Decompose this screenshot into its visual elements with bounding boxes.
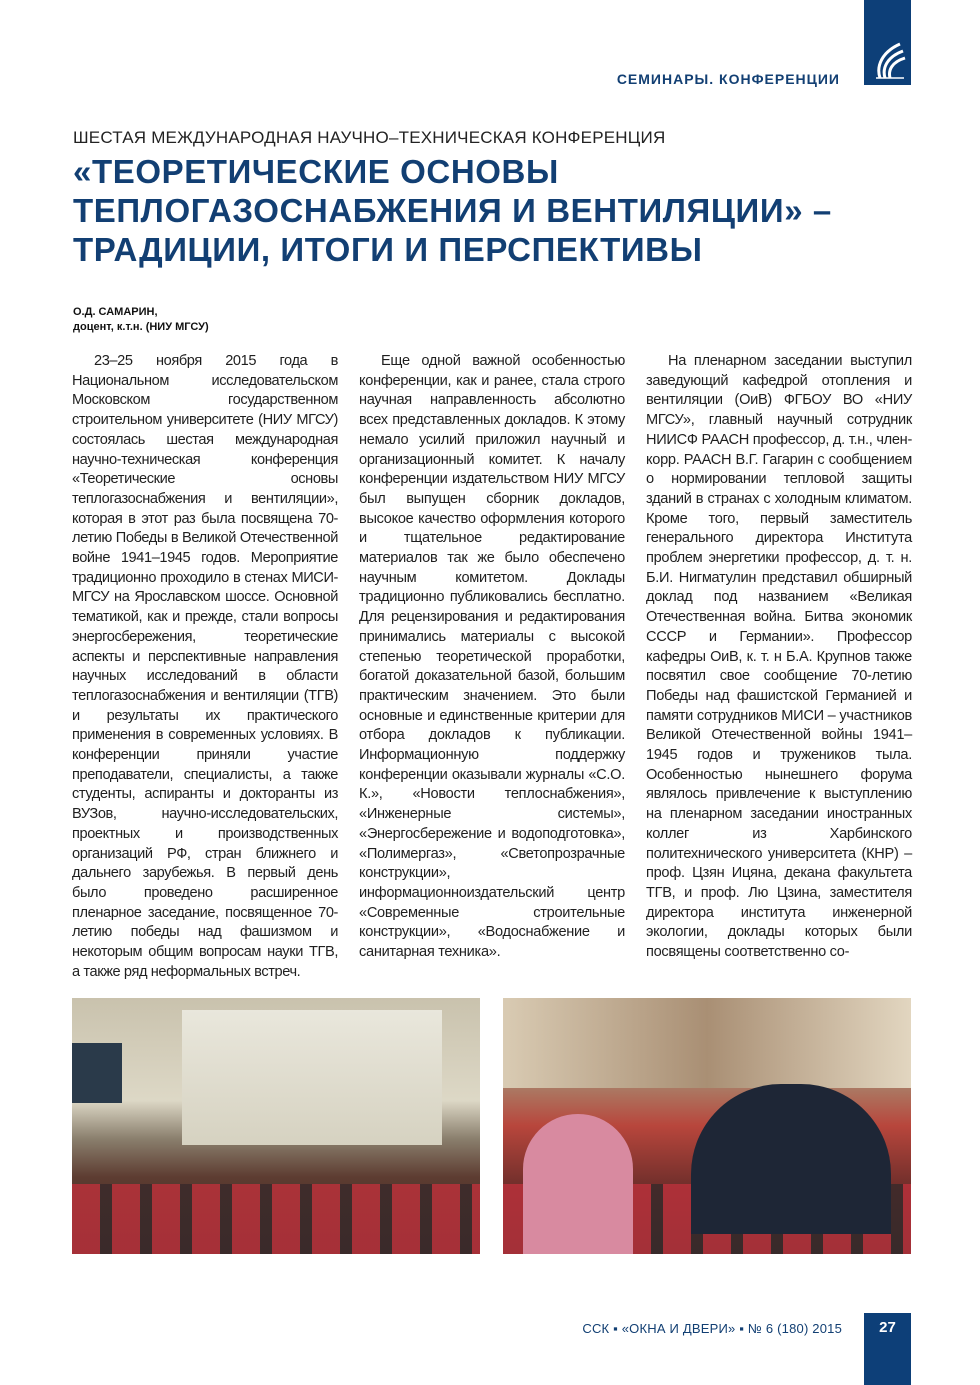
page-number: 27 bbox=[879, 1319, 896, 1336]
author-block bbox=[73, 305, 209, 335]
footer-journal: ССК ▪ «ОКНА И ДВЕРИ» ▪ № 6 (180) 2015 bbox=[582, 1321, 842, 1336]
journal-logo-icon bbox=[870, 38, 906, 80]
paragraph: 23–25 ноября 2015 года в Национальном исследовательском Московском государственном строительном университете (НИУ МГСУ) состоялась шестая международная научно-техническая конференция «Теоретические основы теплогазоснабжения и вентиляции», которая в этот раз была посвящена 70-летию Победы в Великой Отечественной войне 1941–1945 годов. Мероприятие традиционно проходило в стенах МИСИ-МГСУ на Ярославском шоссе. Основной тематикой, как и прежде, стали вопросы энергосбережения, теоретические аспекты и перспективные направления научных исследований в области теплогазоснабжения и вентиляции (ТГВ) и результаты их практического применения в современных условиях. В конференции приняли участие преподаватели, специалисты, а также студенты, аспиранты и докторанты из ВУЗов, научно-исследовательских, проектных и производственных организаций РФ, стран ближнего и дальнего зарубежья. В первый день было проведено расширенное пленарное заседание, посвященное 70-летию победы над фашизмом и некоторым общим вопросам науки ТГВ, а также ряд неформальных встреч. bbox=[72, 353, 338, 980]
header-tab bbox=[864, 0, 911, 85]
paragraph: Еще одной важной особенностью конференции, как и ранее, стала строго научная направленность абсолютно всех представленных докладов. К этому немало усилий приложил научный и организационный комитет. К началу конференции издательством НИУ МГСУ был выпущен сборник докладов, высокое качество оформления которого и тщательное редактирование материалов так же было обеспечено научным комитетом. Доклады традиционно публиковались бесплатно. Для рецензирования и редактирования принимались материалы с высокой степенью теоретической проработки, богатой доказательной базой, большим практическим значением. Это были основные и единственные критерии для отбора докладов к публикации. Информационную поддержку конференции оказывали журналы «С.О. К.», «Новости теплоснабжения», «Инженерные системы», «Энергосбережение и водоподготовка», «Полимергаз», «Светопрозрачные конструкции», информационноиздательский центр «Современные строительные конструкции», «Водоснабжение и санитарная техника». bbox=[359, 353, 625, 961]
projection-screen bbox=[182, 1010, 442, 1145]
attendee bbox=[523, 1114, 633, 1254]
text-column-1 bbox=[72, 352, 338, 983]
page-number-tab bbox=[864, 1313, 911, 1385]
photo-audience bbox=[503, 998, 911, 1254]
attendees-group bbox=[691, 1084, 891, 1234]
hall-wall bbox=[503, 998, 911, 1088]
photo-plenary-session bbox=[72, 998, 480, 1254]
title-line: ТРАДИЦИИ, ИТОГИ И ПЕРСПЕКТИВЫ bbox=[73, 231, 703, 268]
audience-seats bbox=[72, 1184, 480, 1254]
article-title bbox=[73, 152, 913, 269]
monitor bbox=[72, 1043, 122, 1103]
paragraph: На пленарном заседании выступил заведующий кафедрой отопления и вентиляции (ОиВ) ФГБОУ ВО «НИУ МГСУ», главный научный сотрудник НИИСФ РААСН профессор, д. т.н., член-корр. РААСН В.Г. Гагарин с сообщением о нормировании тепловой защиты зданий в странах с холодным климатом. Кроме того, первый заместитель генерального директора Института проблем энергетики профессор, д. т. н. Б.И. Нигматулин представил обширный доклад под названием «Великая Отечественная война. Битва экономик СССР и Германии». Профессор кафедры ОиВ, к. т. н Б.А. Крупнов также посвятил свое сообщение 70-летию Победы над фашистской Германией и памяти сотрудников МИСИ – участников Великой Отечественной войны 1941–1945 годов и тружеников тыла. Особенностью нынешнего форума являлось привлечение к выступлению на пленарном заседании иностранных коллег из Харбинского политехнического университета (КНР) – проф. Цзян Ицяна, декана факультета ТГВ, и проф. Лю Цзина, заместителя директора института инженерной экологии, доклады которых были посвящены соответственно со- bbox=[646, 353, 912, 961]
text-column-3 bbox=[646, 352, 912, 963]
title-line: «ТЕОРЕТИЧЕСКИЕ ОСНОВЫ bbox=[73, 153, 559, 190]
section-label: СЕМИНАРЫ. КОНФЕРЕНЦИИ bbox=[616, 71, 840, 87]
author-title: доцент, к.т.н. (НИУ МГСУ) bbox=[73, 321, 209, 333]
article-kicker: ШЕСТАЯ МЕЖДУНАРОДНАЯ НАУЧНО–ТЕХНИЧЕСКАЯ КОНФЕРЕНЦИЯ bbox=[73, 128, 666, 147]
author-name: О.Д. САМАРИН, bbox=[73, 306, 158, 318]
title-line: ТЕПЛОГАЗОСНАБЖЕНИЯ И ВЕНТИЛЯЦИИ» – bbox=[73, 192, 832, 229]
text-column-2 bbox=[359, 352, 625, 963]
